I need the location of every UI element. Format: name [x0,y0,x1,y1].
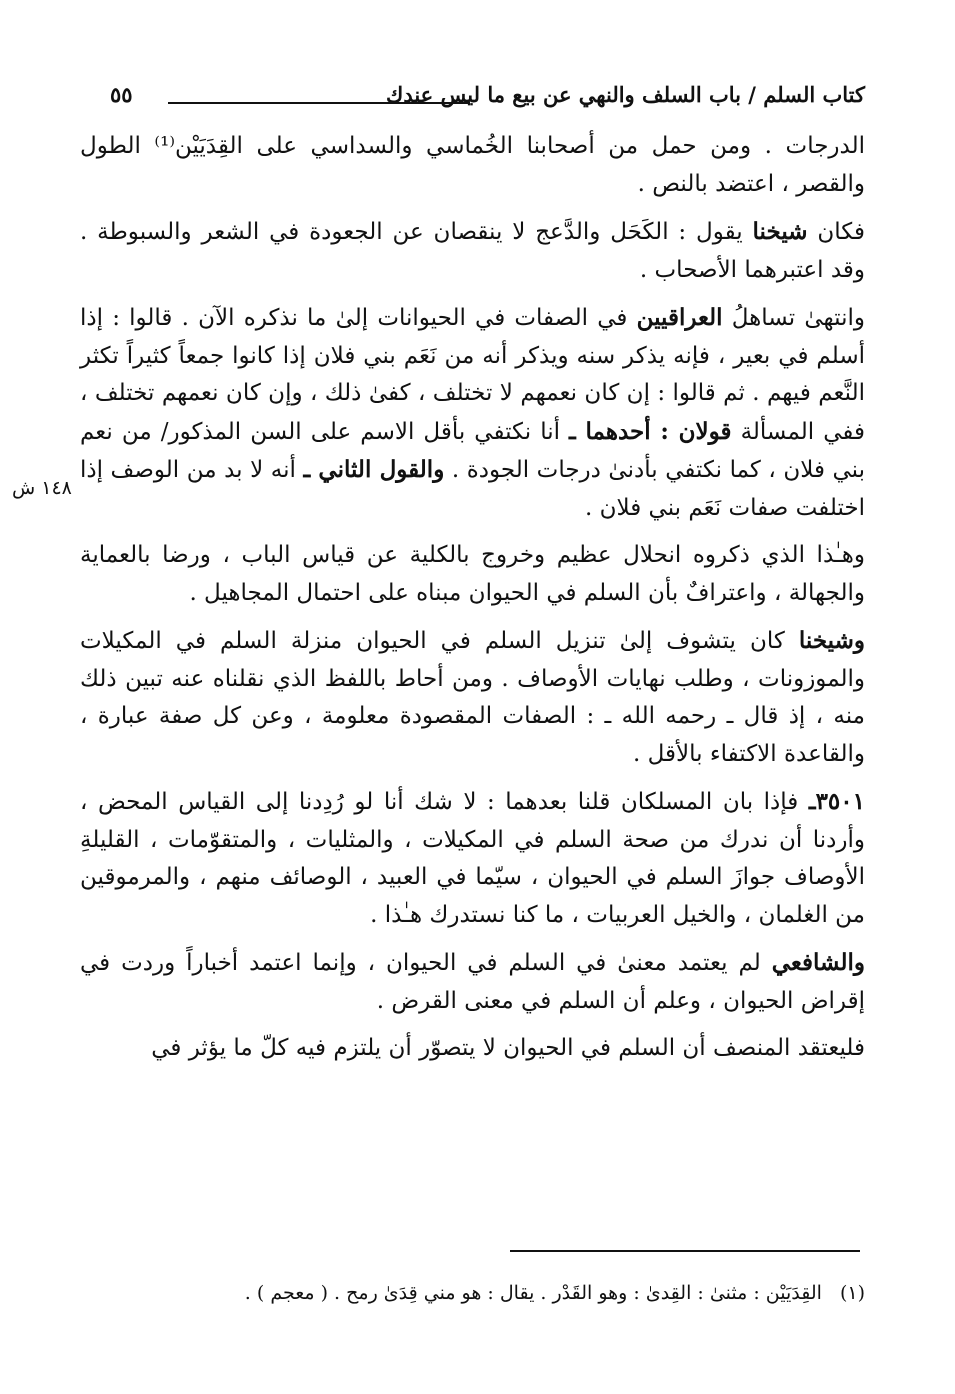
paragraph-5 [80,622,865,773]
paragraph-3-mid-1: في الصفات في الحيوانات إلىٰ ما نذكره الآن . قالوا : إذا أسلم في بعير ، فإنه يذكر سنه ويذكر أنه من نَعَم بني فلان إذا كانوا جمعاً كثيراً تكثر النَّعم فيهم . ثم قالوا : إن كان نعمهم لا تختلف ، كفىٰ ذلك ، وإن كان نعمهم تختلف ، ففي المسألة [80,305,865,445]
running-header [110,78,865,118]
paragraph-2-post: يقول : الكَحَل والدَّعج لا ينقصان عن الجعودة في الشعر والسبوطة . وقد اعتبرهما الأصحاب . [80,219,865,283]
paragraph-5-post: كان يتشوف إلىٰ تنزيل السلم في الحيوان منزلة السلم في المكيلات والموزونات ، وطلب نهايات الأوصاف . ومن أحاط باللفظ الذي نقلناه عنه تبين ذلك منه ، إذ قال ـ رحمه الله ـ : الصفات المقصودة معلومة ، وعن كل صفة عبارة ، والقاعدة الاكتفاء بالأقل . [80,628,865,767]
footnote-rule [510,1250,860,1252]
header-rule [168,102,470,104]
paragraph-7-post: لم يعتمد معنىٰ في السلم في الحيوان ، وإنما اعتمد أخباراً وردت في إقراض الحيوان ، وعلم أن السلم في معنى القرض . [80,950,865,1014]
paragraph-3-bold-1: العراقيين [636,304,723,331]
footnote [165,1278,865,1308]
paragraph-3-post: أنه لا بد من الوصف إذا اختلفت صفات نَعَم بني فلان . [80,457,865,521]
paragraph-3-pre: وانتهىٰ تساهلُ [722,305,865,331]
section-number: ٣٥٠١ـ [808,788,865,815]
paragraph-6 [80,783,865,934]
paragraph-5-bold: وشيخنا [798,627,865,654]
footnote-mark: (١) [839,1282,865,1304]
page-number: ٥٥ [110,82,133,107]
paragraph-6-post: فإذا بان المسلكان قلنا بعدهما : لا شك أنا لو رُدِدنا إلى القياس المحض ، وأردنا أن ندرك من صحة السلم في المكيلات ، والمثليات ، والمتقوّمات ، القليلةِ الأوصاف جوازَ السلم في الحيوان ، سيّما في العبيد ، الوصائف منهم ، والمرموقين من الغلمان ، والخيل العربيات ، ما كنا نستدرك هـٰذا . [80,789,865,928]
paragraph-8: فليعتقد المنصف أن السلم في الحيوان لا يتصوّر أن يلتزم فيه كلّ ما يؤثر في [151,1035,865,1061]
paragraph-2-bold: شيخنا [752,218,808,245]
paragraph-2-pre: فكان [807,219,865,245]
footnote-text: القِدَيَيْن : مثنىٰ : القِدىٰ : وهو القَدْر . يقال : هو مني قِدَىٰ رمح . ( معجم ) . [244,1282,822,1304]
paragraph-3-mid-2: أنا نكتفي بأقل الاسم على السن المذكور/ من نعم بني فلان ، كما نكتفي بأدنىٰ درجات الجودة . [80,418,865,483]
paragraph-3-bold-2: قولان : أحدهما ـ [569,417,732,445]
paragraph-1: الدرجات . ومن حمل من أصحابنا الخُماسي والسداسي على القِدَيَيْن⁽¹⁾ الطول والقصر ، اعتضد بالنص . [80,133,865,197]
paragraph-7-bold: والشافعي [771,949,865,976]
paragraph-3 [80,299,865,527]
paragraph-7 [80,944,865,1020]
paragraph-3-bold-3: والقول الثاني ـ [303,456,445,483]
margin-reference: ١٤٨ ش [12,477,72,499]
paragraph-2 [80,213,865,289]
header-title: كتاب السلم / باب السلف والنهي عن بيع ما ليس عندك [386,82,865,107]
main-text [80,128,865,1078]
paragraph-4: وهـٰذا الذي ذكروه انحلال عظيم وخروج بالكلية عن قياس الباب ، ورضا بالعماية والجهالة ، واعترافٌ بأن السلم في الحيوان مبناه على احتمال المجاهيل . [80,542,865,606]
